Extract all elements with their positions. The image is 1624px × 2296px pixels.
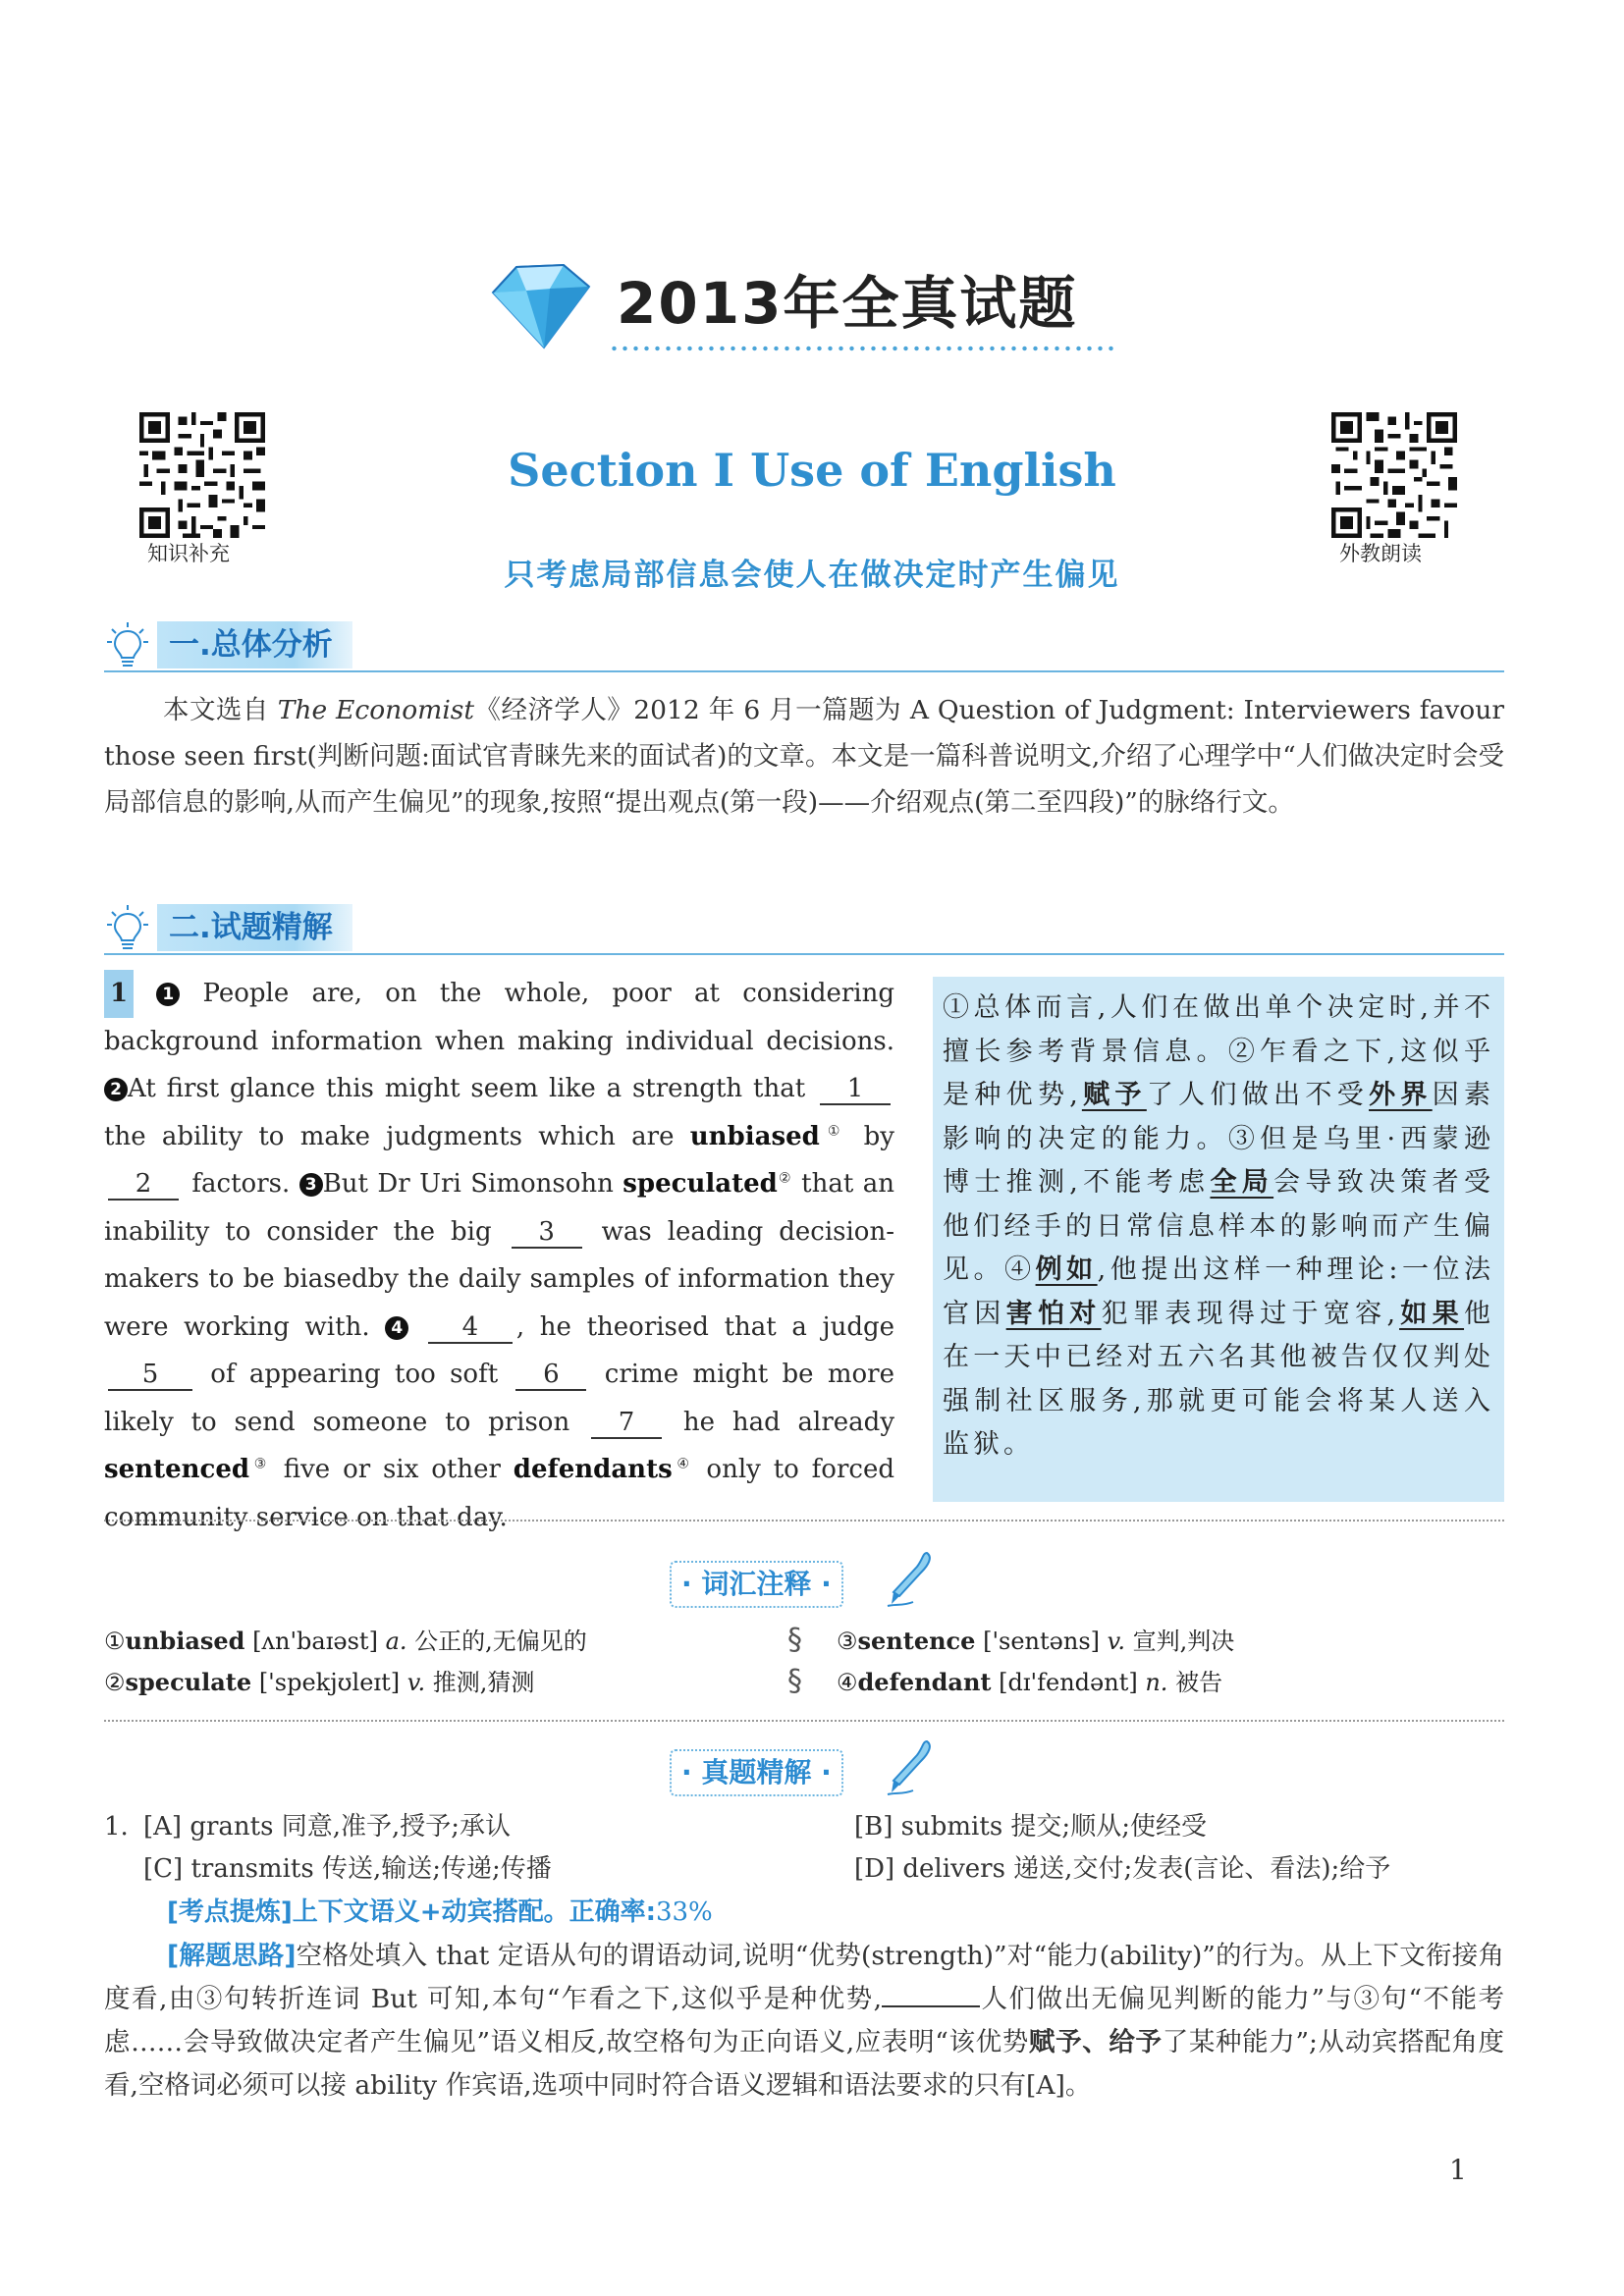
source-title: The Economist: [277, 695, 475, 725]
qr-left-caption: 知识补充: [147, 542, 230, 565]
passage-paragraph-1: 1 1 People are, on the whole, poor at considering background information when making individual decisions. 2 At first glance this might seem like a strength that 1 the ability to make judgments which are unbiased① by 2 factors. 3 But Dr Uri Simonsohn speculated② that an inability to consider the big 3 was leading decision-makers to be biasedby the daily samples of information they were working with. 4 4 , he theorised that a judge 5 of appearing too soft 6 crime might be more likely to send someone to prison 7 he had already sentenced③ five or six other defendants④ only to forced community service on that day.: [104, 970, 894, 1541]
diamond-icon: [481, 253, 599, 351]
page-title: 2013年全真试题: [617, 270, 1078, 337]
test-point-summary: [考点提炼]上下文语义+动宾搭配。正确率:33%: [167, 1897, 713, 1927]
vocab-entry-4: ④defendant [dɪ'fendənt] n. 被告: [837, 1668, 1223, 1696]
section-heading-overall-analysis: 一.总体分析: [157, 621, 352, 668]
heading-divider: [104, 953, 1504, 955]
inline-blank: [882, 2005, 980, 2007]
vocab-entry-1: ①unbiased [ʌn'baɪəst] a. 公正的,无偏见的: [104, 1627, 587, 1655]
vocab-entry-3: ③sentence ['sentəns] v. 宣判,判决: [837, 1627, 1235, 1655]
blank-3[interactable]: 3: [512, 1217, 582, 1249]
lightbulb-icon: [106, 903, 149, 952]
vocab-entry-2: ②speculate ['spekjʊleɪt] v. 推测,猜测: [104, 1668, 535, 1696]
page-number: 1: [1449, 2154, 1467, 2186]
option-c[interactable]: [C] transmits 传送,输送;传递;传播: [143, 1854, 552, 1884]
solution-explanation: [解题思路]空格处填入 that 定语从句的谓语动词,说明“优势(strength)”对“能力(ability)”的行为。从上下文衔接角度看,由③句转折连词 But 可知,本句“乍看之下,这似乎是种优势, 人们做出无偏见判断的能力”与③句“不能考虑……会导致做决定者产生偏见”语义相反,故空格句为正向语义,应表明“该优势赋予、给予了某种能力”;从动宾搭配角度看,空格词必须可以接 ability 作宾语,选项中同时符合语义逻辑和语法要求的只有[A]。: [104, 1941, 1504, 2101]
translation-text: ①总体而言,人们在做出单个决定时,并不擅长参考背景信息。②乍看之下,这似乎是种优势,赋予了人们做出不受外界因素影响的决定的能力。③但是乌里·西蒙逊博士推测,不能考虑全局会导致决策者受他们经手的日常信息样本的影响而产生偏见。④例如,他提出这样一种理论:一位法官因害怕对犯罪表现得过于宽容,如果他在一天中已经对五六名其他被告仅仅判处强制社区服务,那就更可能会将某人送入监狱。: [943, 992, 1495, 1460]
vocab-column-divider: § §: [787, 1623, 802, 1698]
section-heading-question-analysis: 二.试题精解: [157, 904, 352, 951]
option-a[interactable]: [A] grants 同意,准予,授予;承认: [143, 1812, 512, 1842]
blank-7[interactable]: 7: [591, 1408, 662, 1439]
pen-icon: [884, 1737, 935, 1798]
option-d[interactable]: [D] delivers 递送,交付;发表(言论、看法);给予: [854, 1854, 1391, 1884]
blank-5[interactable]: 5: [108, 1360, 192, 1391]
accuracy-rate: 33%: [655, 1897, 713, 1927]
article-subtitle: 只考虑局部信息会使人在做决定时产生偏见: [504, 558, 1120, 593]
question-number: 1.: [104, 1812, 129, 1842]
analysis-caption: · 真题精解 ·: [670, 1749, 843, 1796]
vocab-caption: · 词汇注释 ·: [670, 1561, 843, 1608]
blank-1[interactable]: 1: [820, 1074, 891, 1105]
title-dotted-underline: [609, 346, 1114, 351]
blank-2[interactable]: 2: [108, 1169, 179, 1201]
qr-right-caption: 外教朗读: [1339, 542, 1422, 565]
dotted-separator: [104, 1520, 1504, 1522]
blank-6[interactable]: 6: [515, 1360, 586, 1391]
pen-icon: [884, 1549, 935, 1610]
blank-4[interactable]: 4: [428, 1312, 513, 1344]
overall-analysis-text: 本文选自 The Economist《经济学人》2012 年 6 月一篇题为 A Question of Judgment: Interviewers favour those seen first(判断问题:面试官青睐先来的面试者)的文章。本文是一篇科普说明文,介绍了心理学中“人们做决定时会受局部信息的影响,从而产生偏见”的现象,按照“提出观点(第一段)——介绍观点(第二至四段)”的脉络行文。: [104, 695, 1504, 818]
paragraph-number: 1: [104, 970, 134, 1018]
lightbulb-icon: [106, 620, 149, 669]
dotted-separator: [104, 1720, 1504, 1722]
option-b[interactable]: [B] submits 提交;顺从;使经受: [854, 1812, 1207, 1842]
heading-divider: [104, 670, 1504, 672]
section-title: Section Ⅰ Use of English: [508, 444, 1116, 497]
